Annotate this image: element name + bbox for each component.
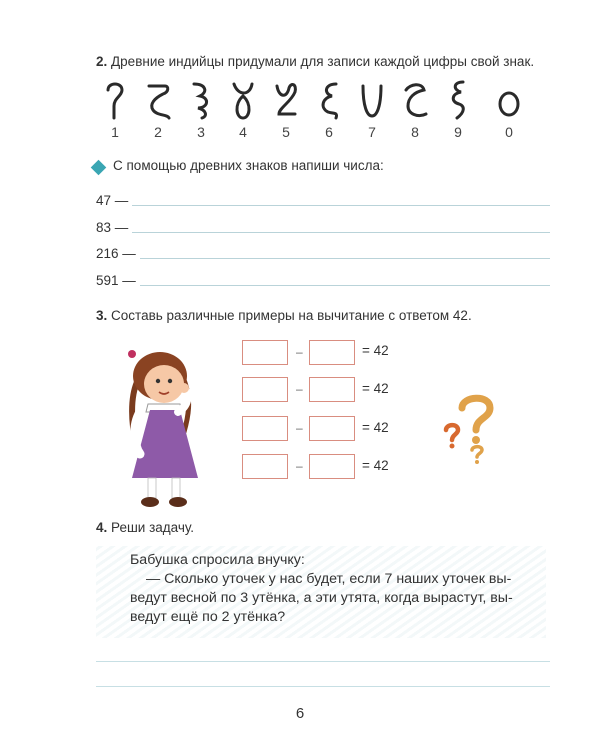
subtrahend-box-3[interactable] — [309, 416, 355, 441]
ancient-digit-1-icon — [100, 78, 130, 122]
subtrahend-box-2[interactable] — [309, 377, 355, 402]
ancient-digit-9-icon — [443, 78, 473, 122]
number-label-83: 83 — — [96, 220, 129, 235]
task3-heading — [96, 308, 472, 323]
story-text — [130, 551, 535, 627]
digit-label-8: 8 — [411, 124, 419, 140]
answer-line-216[interactable] — [140, 258, 550, 259]
answer-line-47[interactable] — [132, 205, 550, 206]
digit-label-9: 9 — [454, 124, 462, 140]
ancient-digit-5-icon — [271, 78, 301, 122]
digit-label-0: 0 — [505, 124, 513, 140]
page-number: 6 — [295, 705, 305, 722]
digit-label-5: 5 — [282, 124, 290, 140]
ancient-digit-4-icon — [228, 78, 258, 122]
task4-answer-line-2[interactable] — [96, 686, 550, 687]
story-line-1: Бабушка спросила внучку: — [130, 552, 305, 568]
digit-label-7: 7 — [368, 124, 376, 140]
digit-label-3: 3 — [197, 124, 205, 140]
ancient-digit-6-icon — [314, 78, 344, 122]
task4-answer-line-1[interactable] — [96, 661, 550, 662]
digit-label-6: 6 — [325, 124, 333, 140]
minus-sign-2: – — [296, 382, 303, 396]
question-marks-icon — [440, 390, 500, 465]
task3-text: Составь различные примеры на вычитание с ответом 42. — [111, 308, 472, 323]
result-3: = 42 — [362, 420, 389, 435]
number-label-591: 591 — — [96, 273, 136, 288]
minus-sign-4: – — [296, 459, 303, 473]
result-4: = 42 — [362, 458, 389, 473]
task2-subtask: С помощью древних знаков напиши числа: — [113, 158, 384, 173]
digit-label-2: 2 — [154, 124, 162, 140]
task3-number: 3. — [96, 308, 108, 323]
story-line-3: ведут весной по 3 утёнка, а эти утята, когда вырастут, вы- — [130, 590, 513, 606]
subtrahend-box-1[interactable] — [309, 340, 355, 365]
subtrahend-box-4[interactable] — [309, 454, 355, 479]
ancient-digit-0-icon — [494, 78, 524, 122]
minuend-box-3[interactable] — [242, 416, 288, 441]
task4-heading — [96, 520, 194, 535]
number-label-47: 47 — — [96, 193, 129, 208]
minuend-box-2[interactable] — [242, 377, 288, 402]
story-line-4: ведут ещё по 2 утёнка? — [130, 609, 286, 625]
minus-sign-1: – — [296, 345, 303, 359]
task2-heading — [96, 54, 534, 69]
digit-label-4: 4 — [239, 124, 247, 140]
minuend-box-1[interactable] — [242, 340, 288, 365]
minus-sign-3: – — [296, 421, 303, 435]
answer-line-83[interactable] — [132, 232, 550, 233]
minuend-box-4[interactable] — [242, 454, 288, 479]
task4-number: 4. — [96, 520, 108, 535]
ancient-digit-7-icon — [357, 78, 387, 122]
task2-number: 2. — [96, 54, 108, 69]
ancient-digit-8-icon — [400, 78, 430, 122]
digit-label-1: 1 — [111, 124, 119, 140]
number-label-216: 216 — — [96, 246, 136, 261]
task4-text: Реши задачу. — [111, 520, 195, 535]
ancient-digit-3-icon — [186, 78, 216, 122]
diamond-icon — [91, 160, 107, 176]
task2-text: Древние индийцы придумали для записи каждой цифры свой знак. — [111, 54, 535, 69]
story-line-2: — Сколько уточек у нас будет, если 7 наших уточек вы- — [146, 571, 512, 587]
ancient-digit-2-icon — [143, 78, 173, 122]
result-1: = 42 — [362, 343, 389, 358]
result-2: = 42 — [362, 381, 389, 396]
answer-line-591[interactable] — [140, 285, 550, 286]
girl-illustration — [118, 346, 218, 511]
